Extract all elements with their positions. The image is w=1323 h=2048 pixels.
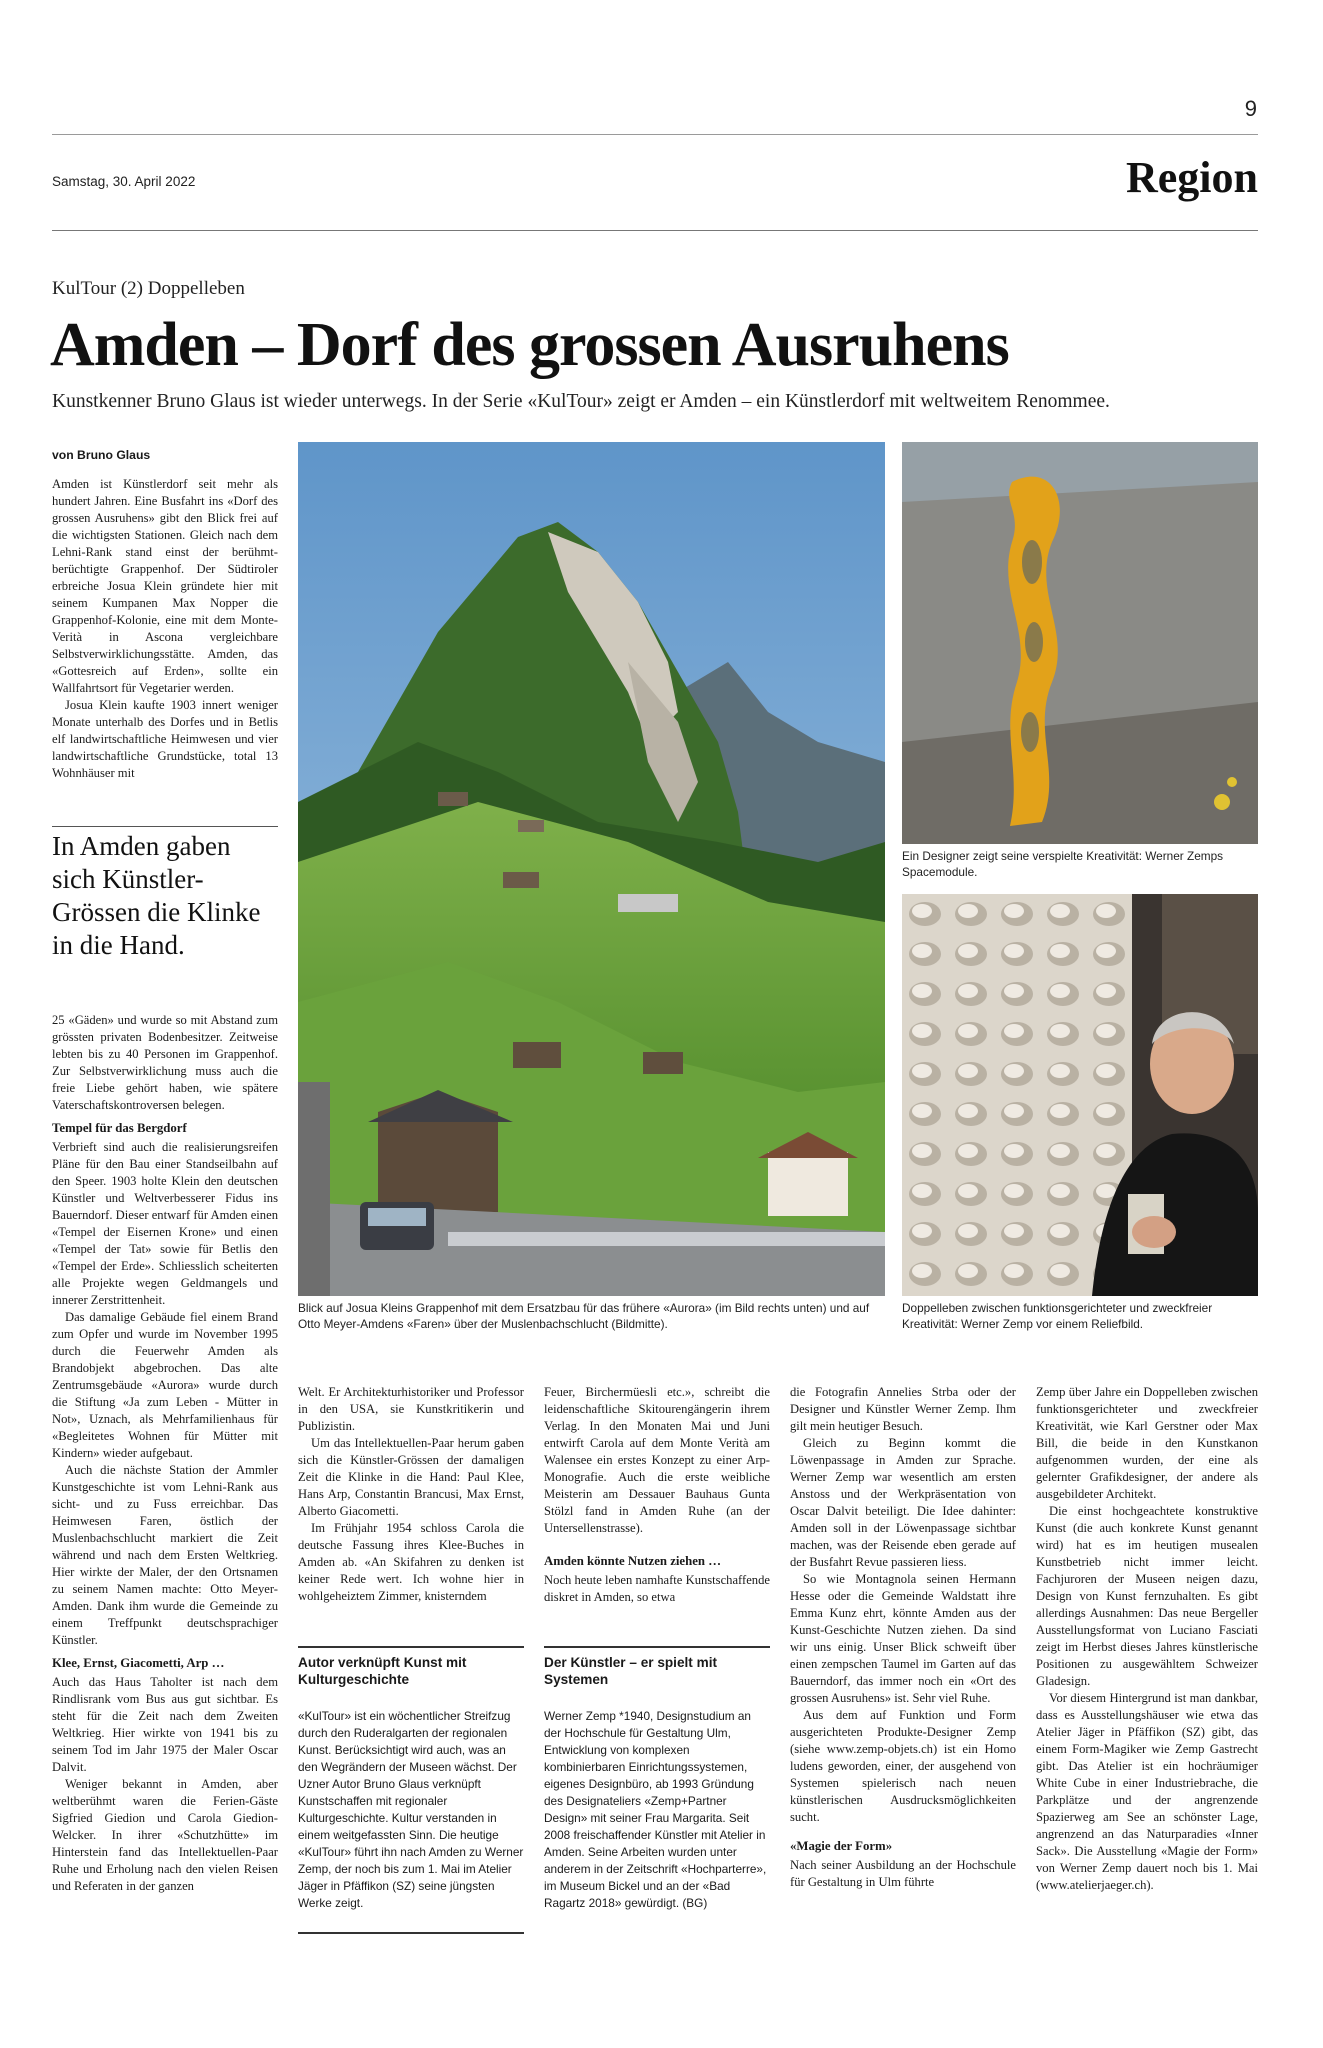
info-box-1-body: «KulTour» ist ein wöchentlicher Streifzug durch den Ruderalgarten der regionalen Kunst. Berücksichtigt wird auch, was an den Wegrändern der Museen wächst. Der Uzner Autor Bruno Glaus verknüpft Kunstschaffen mit regionaler Kulturgeschichte. Kultur verstanden in einem weitgefassten Sinn. Die heutige «KulTour» führt ihn nach Amden zu Werner Zemp, der noch bis zum 1. Mai im Atelier Jäger in Pfäffikon (SZ) seine jüngsten Werke zeigt. [298, 1709, 524, 1910]
paragraph: Auch das Haus Taholter ist nach dem Rindlisrank vom Bus aus gut sichtbar. Es steht für die Zeit nach dem Zweiten Weltkrieg. Hier wirkte von 1941 bis zu seinem Tod im Jahr 1975 der Maler Oscar Dalvit. [52, 1675, 278, 1774]
subheading: «Magie der Form» [790, 1839, 893, 1853]
paragraph: Das damalige Gebäude fiel einem Brand zum Opfer und wurde im November 1995 durch die Feuerwehr Amden als Brandobjekt abgebrochen. Das alte Zentrumsgebäude «Aurora» wurde durch die Stiftung «Ja zum Leben - Mütter in Not», Uznach, als Mehrfamilienhaus für «Begleitetes Wohnen für Mütter mit Kindern» wieder aufgebaut. [52, 1310, 278, 1460]
paragraph: die Fotografin Annelies Strba oder der Designer und Künstler Werner Zemp. Ihm gilt mein heutiger Besuch. [790, 1385, 1016, 1433]
article-column-3 [544, 1384, 770, 1606]
info-box-2 [544, 1654, 770, 1912]
paragraph: 25 «Gäden» und wurde so mit Abstand zum grössten privaten Bodenbesitzer. Zeitweise lebten bis zu 40 Personen im Grappenhof. Zur Selbstverwirklichung muss auch die freie Liebe gehört haben, wie spätere Vaterschaftskontroversen belegen. [52, 1013, 278, 1112]
paragraph: Amden ist Künstlerdorf seit mehr als hundert Jahren. Eine Busfahrt ins «Dorf des grossen Ausruhens» gibt den Blick frei auf die wichtigsten Stationen. Gleich nach dem Lehni-Rank stand einst der berühmt-berüchtigte Grappenhof. Der Südtiroler erbreiche Josua Klein gründete hier mit seinem Kumpanen Max Nopper die Grappenhof-Kolonie, eine mit dem Monte-Verità in Ascona vergleichbare Selbstverwirklichungsstätte. Amden, das «Gottesreich auf Erden», sollte ein Wallfahrtsort für Vegetarier werden. [52, 477, 278, 695]
sculpture-caption: Ein Designer zeigt seine verspielte Kreativität: Werner Zemps Spacemodule. [902, 849, 1224, 879]
pullquote: In Amden gaben sich Künstler-Grössen die Klinke in die Hand. [52, 831, 261, 960]
paragraph: Feuer, Birchermüesli etc.», schreibt die leidenschaftliche Skitourengängerin ihrem Verlag. In den Monaten Mai und Juni entwirft Carola auf dem Monte Verità am Walensee ein erstes Konzept zu einer Arp-Monografie. Auch die erste weibliche Meisterin am Dessauer Bauhaus Gunta Stölzl fand in Amden Ruhe (an der Untersellenstrasse). [544, 1385, 770, 1535]
paragraph: Nach seiner Ausbildung an der Hochschule für Gestaltung in Ulm führte [790, 1858, 1016, 1889]
paragraph: Um das Intellektuellen-Paar herum gaben sich die Künstler-Grössen der damaligen Zeit die Klinke in die Hand: Paul Klee, Hans Arp, Constantin Brancusi, Max Ernst, Alberto Giacometti. [298, 1436, 524, 1518]
paragraph: Vor diesem Hintergrund ist man dankbar, dass es Ausstellungshäuser wie etwa das Atelier Jäger in Pfäffikon (SZ) gibt, das einem Form-Magiker wie Zemp Gastrecht gibt. Das Atelier ist ein hochräumiger White Cube in einer Industriebrache, die Parkplätze und der angrenzende Spazierweg am See an schönster Lage, angrenzend an das Naturparadies «Inner Sack». Die Ausstellung «Magie der Form» von Werner Zemp dauert noch bis 1. Mai (www.atelierjaeger.ch). [1036, 1691, 1258, 1892]
info-box-1-title: Autor verknüpft Kunst mit Kulturgeschichte [298, 1655, 467, 1687]
paragraph: Zemp über Jahre ein Doppelleben zwischen funktionsgerichteter und zweckfreier Kreativität, wie Karl Gerstner oder Max Bill, die beide in den Kunstkanon aufgenommen wurden, der eine als gelernter Grafikdesigner, der andere als ausgebildeter Architekt. [1036, 1385, 1258, 1501]
paragraph: Aus dem auf Funktion und Form ausgerichteten Produkte-Designer Zemp (siehe www.zemp-objets.ch) ist ein Homo ludens geworden, einer, der ausgehend von Systemen spielerisch nach neuen künstlerischen Ausdrucksmöglichkeiten sucht. [790, 1708, 1016, 1824]
paragraph: So wie Montagnola seinen Hermann Hesse oder die Gemeinde Waldstatt ihre Emma Kunz ehrt, könnte Amden aus der Kunst-Geschichte Nutzen ziehen. Da sind wir uns einig. Unser Blick schweift über einen zempschen Taumel im Garten auf das Bauerndorf, das immer noch ein «Ort des grossen Ausruhens» ist. Sehr viel Ruhe. [790, 1572, 1016, 1705]
article-column-1-top [52, 476, 278, 782]
paragraph: Weniger bekannt in Amden, aber weltberühmt waren die Ferien-Gäste Sigfried Giedion und Carola Giedion-Welcker. In ihrer «Schutzhütte» im Hinterstein fand das Intellektuellen-Paar Ruhe und Erholung nach den vielen Reisen und Referaten in der ganzen [52, 1777, 278, 1893]
paragraph: Verbrieft sind auch die realisierungsreifen Pläne für den Bau einer Standseilbahn auf den Speer. 1903 holte Klein den deutschen Künstler und Weltverbesserer Fidus ins Bauerndorf. Dieser entwarf für Amden einen «Tempel der Eisernen Krone» und einen «Tempel der Tat» sowie für Betlis den «Tempel der Erde». Schliesslich scheiterten alle Projekte wegen Geldmangels und innerer Zerstrittenheit. [52, 1140, 278, 1307]
paragraph: Josua Klein kaufte 1903 innert weniger Monate unterhalb des Dorfes und in Betlis elf landwirtschaftliche Heimwesen und vier landwirtschaftliche Grundstücke, total 13 Wohnhäuser mit [52, 698, 278, 780]
landscape-caption: Blick auf Josua Kleins Grappenhof mit dem Ersatzbau für das frühere «Aurora» (im Bild rechts unten) und auf Otto Meyer-Amdens «Faren» über der Muslenbachschlucht (Bildmitte). [298, 1301, 870, 1331]
pullquote-rule [52, 826, 278, 827]
article-column-4 [790, 1384, 1016, 1891]
header-top-rule [52, 134, 1258, 135]
headline: Amden – Dorf des grossen Ausruhens [50, 311, 1009, 379]
subheading: Tempel für das Bergdorf [52, 1121, 187, 1135]
subheading: Amden könnte Nutzen ziehen … [544, 1554, 722, 1568]
paragraph: Gleich zu Beginn kommt die Löwenpassage in Amden zur Sprache. Werner Zemp war wesentlich am ersten Anstoss und der Werkpräsentation von Oscar Dalvit beteiligt. Die Idee dahinter: Amden soll in der Löwenpassage sichtbar machen, was der Reisende eben gerade auf der Busfahrt Revue passieren liess. [790, 1436, 1016, 1569]
article-column-5 [1036, 1384, 1258, 1894]
paragraph: Welt. Er Architekturhistoriker und Professor in den USA, sie Kunstkritikerin und Publizistin. [298, 1385, 524, 1433]
paragraph: Die einst hochgeachtete konstruktive Kunst (die auch konkrete Kunst genannt wird) hat es im heutigen musealen Kunstbetrieb nicht immer leicht. Fachjuroren der Museen neigen dazu, Design von Kunst fernzuhalten. Es gibt allerdings Ausnahmen: Das neue Bergeller Ausstellungsformat von Luciano Fasciati zeigt im Herbst dieses Jahres künstlerische Positionen zu ausgewähltem Schweizer Gladesign. [1036, 1504, 1258, 1688]
paragraph: Auch die nächste Station der Ammler Kunstgeschichte ist vom Lehni-Rank aus sicht- und zu Fuss erreichbar. Das Heimwesen Faren, östlich der Muslenbachschlucht markiert die Zeit während und nach dem Ersten Weltkrieg. Hier wirkte der Maler, der den Ortsnamen zu seinem Namen machte: Otto Meyer-Amden. Dank ihm wurde die Gemeinde zu einem Treffpunkt deutschsprachiger Künstler. [52, 1463, 278, 1647]
paragraph: Noch heute leben namhafte Kunstschaffende diskret in Amden, so etwa [544, 1573, 770, 1604]
header-bottom-rule [52, 230, 1258, 231]
info-box-1-rule-top [298, 1646, 524, 1648]
section-title: Region [1126, 153, 1258, 202]
issue-date: Samstag, 30. April 2022 [52, 174, 196, 189]
info-box-2-rule-top [544, 1646, 770, 1648]
lead: Kunstkenner Bruno Glaus ist wieder unterwegs. In der Serie «KulTour» zeigt er Amden – ein Künstlerdorf mit weltweitem Renommee. [52, 391, 1110, 412]
info-box-1-rule-bottom [298, 1932, 524, 1934]
page-number: 9 [1244, 96, 1257, 121]
portrait-caption: Doppelleben zwischen funktionsgerichteter und zweckfreier Kreativität: Werner Zemp vor einem Reliefbild. [902, 1301, 1213, 1331]
paragraph: Im Frühjahr 1954 schloss Carola die deutsche Fassung ihres Klee-Buches in Amden ab. «An Skifahren zu denken ist keiner Rede wert. Ich wohne hier in wohlgeheiztem Zimmer, knisterndem [298, 1521, 524, 1603]
kicker: KulTour (2) Doppelleben [52, 278, 245, 299]
landscape-photo [298, 442, 885, 1296]
info-box-1 [298, 1654, 524, 1912]
sculpture-photo [902, 442, 1258, 844]
article-column-1-bottom [52, 1012, 278, 1895]
subheading: Klee, Ernst, Giacometti, Arp … [52, 1656, 225, 1670]
article-column-2 [298, 1384, 524, 1605]
byline: von Bruno Glaus [52, 448, 151, 462]
info-box-2-body: Werner Zemp *1940, Designstudium an der Hochschule für Gestaltung Ulm, Entwicklung von komplexen kombinierbaren Einrichtungssystemen, eigenes Designbüro, ab 1993 Gründung des Designateliers «Zemp+Partner Design» mit seiner Frau Margarita. Seit 2008 freischaffender Künstler mit Atelier in Amden. Seine Arbeiten wurden unter anderem in der Zeitschrift «Hochparterre», im Museum Bickel und an der «Bad Ragartz 2018» gewürdigt. (BG) [544, 1709, 767, 1910]
info-box-2-title: Der Künstler – er spielt mit Systemen [544, 1655, 717, 1687]
portrait-photo [902, 894, 1258, 1296]
